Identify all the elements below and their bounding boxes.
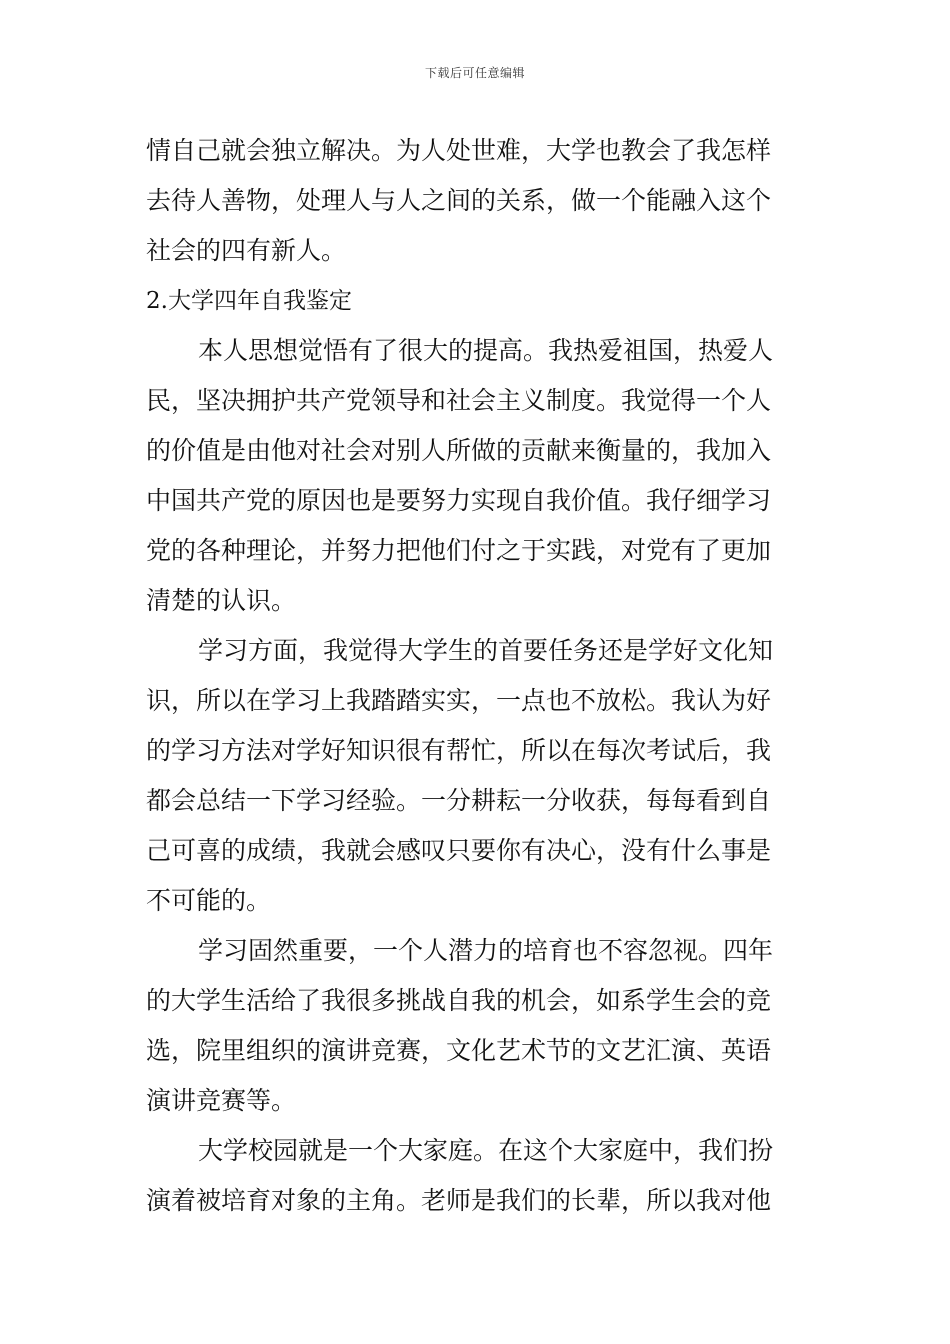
text-line: 的学习方法对学好知识很有帮忙，所以在每次考试后，我 [146,736,772,765]
text-line: 学习方面，我觉得大学生的首要任务还是学好文化知 [198,636,774,665]
document-body [146,126,808,1226]
text-line: 去待人善物，处理人与人之间的关系，做一个能融入这个 [146,186,772,215]
text-line: 党的各种理论，并努力把他们付之于实践，对党有了更加 [146,536,772,565]
text-line: 社会的四有新人。 [146,236,347,265]
text-line: 学习固然重要，一个人潜力的培育也不容忽视。四年 [198,936,774,965]
text-line: 识，所以在学习上我踏踏实实，一点也不放松。我认为好 [146,686,772,715]
text-line: 的价值是由他对社会对别人所做的贡献来衡量的，我加入 [146,436,772,465]
text-line: 情自己就会独立解决。为人处世难，大学也教会了我怎样 [146,136,772,165]
text-line: 的大学生活给了我很多挑战自我的机会，如系学生会的竞 [146,986,772,1015]
text-line: 演讲竞赛等。 [146,1086,297,1115]
text-line: 本人思想觉悟有了很大的提高。我热爱祖国，热爱人 [198,336,774,365]
text-line: 民，坚决拥护共产党领导和社会主义制度。我觉得一个人 [146,386,772,415]
page-header: 下载后可任意编辑 [424,66,525,80]
text-line: 演着被培育对象的主角。老师是我们的长辈，所以我对他 [146,1186,772,1215]
text-line: 不可能的。 [146,886,272,915]
text-line: 选，院里组织的演讲竞赛，文化艺术节的文艺汇演、英语 [146,1036,772,1065]
text-line: 大学校园就是一个大家庭。在这个大家庭中，我们扮 [198,1136,774,1165]
text-line: 都会总结一下学习经验。一分耕耘一分收获，每每看到自 [146,786,772,815]
text-line: 中国共产党的原因也是要努力实现自我价值。我仔细学习 [146,486,772,515]
text-line: 清楚的认识。 [146,586,297,615]
section-heading: 2.大学四年自我鉴定 [146,288,352,314]
text-line: 己可喜的成绩，我就会感叹只要你有决心，没有什么事是 [146,836,772,865]
